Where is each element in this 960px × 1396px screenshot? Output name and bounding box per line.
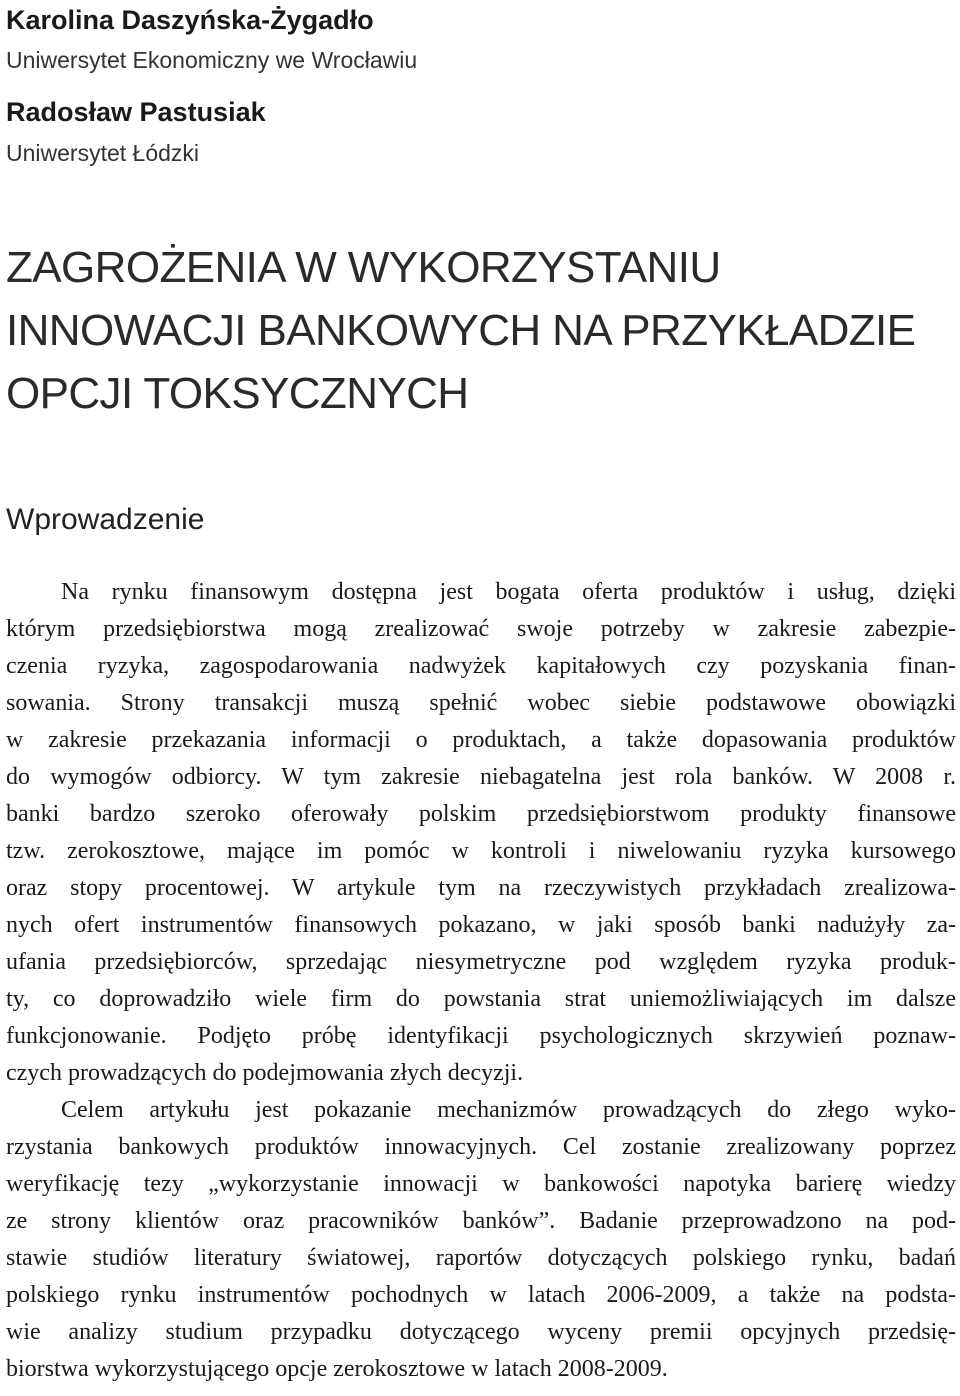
paragraph-line: funkcjonowanie. Podjęto próbę identyfikacji psychologicznych skrzywień poznaw- [6, 1023, 956, 1049]
paragraph-line: tzw. zerokosztowe, mające im pomóc w kontroli i niwelowaniu ryzyka kursowego [6, 838, 956, 864]
author-affiliation-2: Uniwersytet Łódzki [6, 140, 200, 166]
title-line: ZAGROŻENIA W WYKORZYSTANIU [6, 243, 721, 292]
paragraph-line: ufania przedsiębiorców, sprzedając niesymetryczne pod względem ryzyka produk- [6, 949, 956, 975]
paragraph-line: stawie studiów literatury światowej, raportów dotyczących polskiego rynku, badań [6, 1245, 956, 1271]
paragraph-line: sowania. Strony transakcji muszą spełnić wobec siebie podstawowe obowiązki [6, 690, 956, 716]
author-affiliation-1: Uniwersytet Ekonomiczny we Wrocławiu [6, 47, 418, 73]
paragraph-line: banki bardzo szeroko oferowały polskim przedsiębiorstwom produkty finansowe [6, 801, 956, 827]
article-title [6, 236, 915, 425]
author-name-2: Radosław Pastusiak [6, 97, 266, 127]
title-line: INNOWACJI BANKOWYCH NA PRZYKŁADZIE [6, 306, 916, 355]
paragraph-line: oraz stopy procentowej. W artykule tym na rzeczywistych przykładach zrealizowa- [6, 875, 956, 901]
paragraph-line: Na rynku finansowym dostępna jest bogata oferta produktów i usług, dzięki [61, 579, 956, 605]
title-line: OPCJI TOKSYCZNYCH [6, 369, 469, 418]
body-text [6, 574, 956, 1388]
paragraph-line: biorstwa wykorzystującego opcje zerokosztowe w latach 2008-2009. [6, 1356, 668, 1382]
paragraph-line: którym przedsiębiorstwa mogą zrealizować swoje potrzeby w zakresie zabezpie- [6, 616, 956, 642]
paragraph-line: Celem artykułu jest pokazanie mechanizmów prowadzących do złego wyko- [61, 1097, 956, 1123]
paragraph-line: polskiego rynku instrumentów pochodnych w latach 2006-2009, a także na podsta- [6, 1282, 956, 1308]
paragraph-line: wie analizy studium przypadku dotyczącego wyceny premii opcyjnych przedsię- [6, 1319, 956, 1345]
paragraph-line: w zakresie przekazania informacji o produktach, a także dopasowania produktów [6, 727, 956, 753]
paragraph-line: ty, co doprowadziło wiele firm do powstania strat uniemożliwiających im dalsze [6, 986, 956, 1012]
section-heading: Wprowadzenie [6, 503, 205, 536]
paragraph-line: czenia ryzyka, zagospodarowania nadwyżek kapitałowych czy pozyskania finan- [6, 653, 956, 679]
paragraph-line: weryfikację tezy „wykorzystanie innowacji w bankowości napotyka barierę wiedzy [6, 1171, 956, 1197]
author-name-1: Karolina Daszyńska-Żygadło [6, 5, 374, 35]
paragraph-line: czych prowadzących do podejmowania złych decyzji. [6, 1060, 524, 1086]
paragraph-line: nych ofert instrumentów finansowych pokazano, w jaki sposób banki nadużyły za- [6, 912, 956, 938]
paragraph-line: rzystania bankowych produktów innowacyjnych. Cel zostanie zrealizowany poprzez [6, 1134, 956, 1160]
paragraph-line: ze strony klientów oraz pracowników banków”. Badanie przeprowadzono na pod- [6, 1208, 956, 1234]
paragraph-line: do wymogów odbiorcy. W tym zakresie niebagatelna jest rola banków. W 2008 r. [6, 764, 956, 790]
